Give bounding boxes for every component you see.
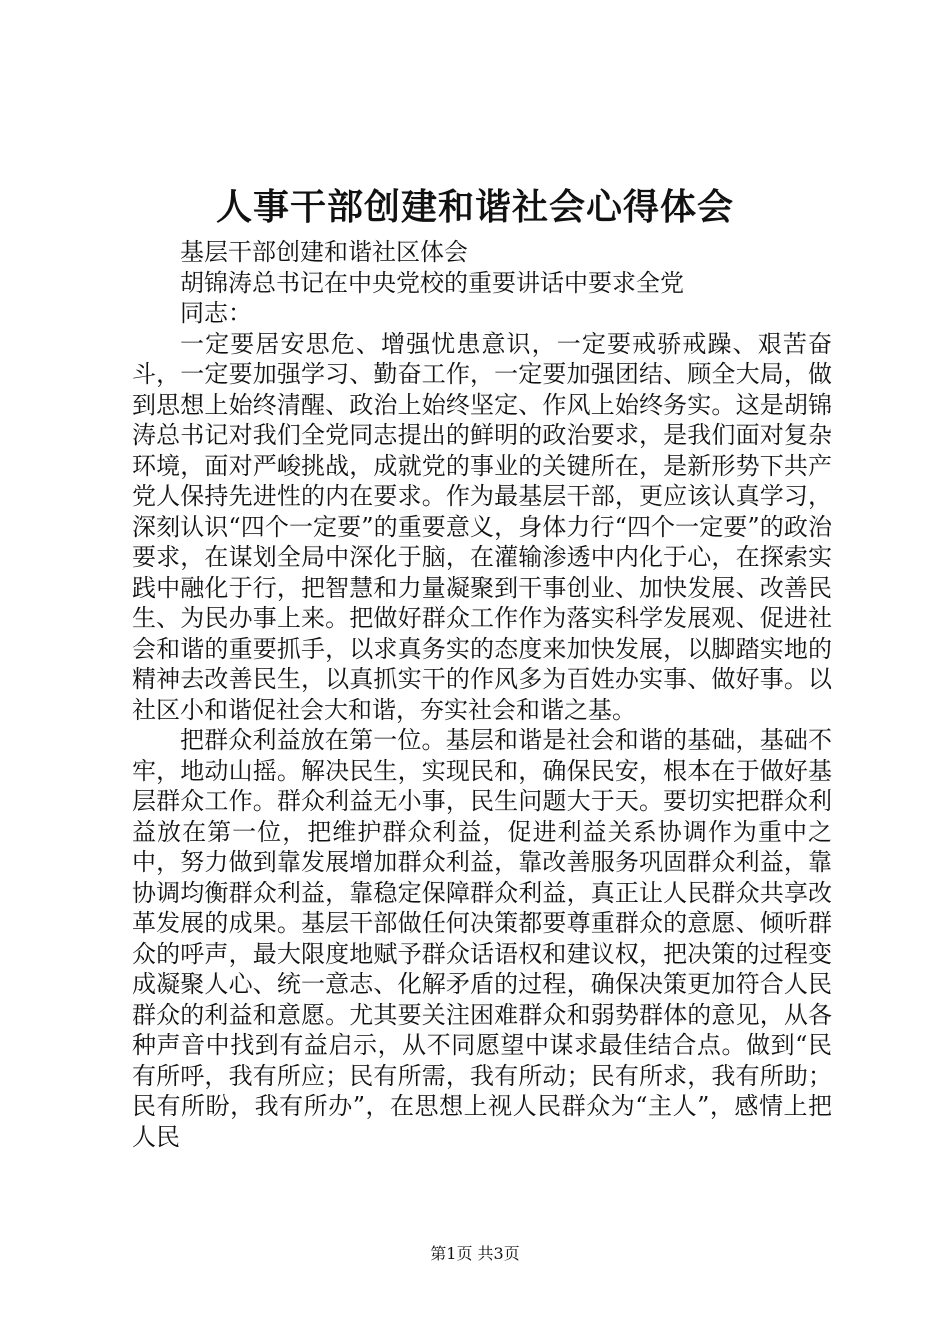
document-title: 人事干部创建和谐社会心得体会 <box>215 186 734 228</box>
paragraph-body-2: 把群众利益放在第一位。基层和谐是社会和谐的基础，基础不牢，地动山摇。解决民生，实现民和，确保民安，根本在于做好基层群众工作。群众利益无小事，民生问题大于天。要切实把群众利益放在第一位，把维护群众利益，促进利益关系协调作为重中之中，努力做到靠发展增加群众利益，靠改善服务巩固群众利益，靠协调均衡群众利益，靠稳定保障群众利益，真正让人民群众共享改革发展的成果。基层干部做任何决策都要尊重群众的意愿、倾听群众的呼声，最大限度地赋予群众话语权和建议权，把决策的过程变成凝聚人心、统一意志、化解矛盾的过程，确保决策更加符合人民群众的利益和意愿。尤其要关注困难群众和弱势群体的意见，从各种声音中找到有益启示，从不同愿望中谋求最佳结合点。做到“民有所呼，我有所应；民有所需，我有所动；民有所求，我有所助；民有所盼，我有所办”，在思想上视人民群众为“主人”，感情上把人民 <box>132 726 832 1151</box>
paragraph-intro: 胡锦涛总书记在中央党校的重要讲话中要求全党 <box>180 268 684 297</box>
paragraph-salutation: 同志： <box>180 299 252 327</box>
document-body <box>132 237 832 1152</box>
paragraph-subtitle: 基层干部创建和谐社区体会 <box>180 238 468 266</box>
paragraph-body-1: 一定要居安思危、增强忧患意识，一定要戒骄戒躁、艰苦奋斗，一定要加强学习、勤奋工作，一定要加强团结、顾全大局，做到思想上始终清醒、政治上始终坚定、作风上始终务实。这是胡锦涛总书记对我们全党同志提出的鲜明的政治要求，是我们面对复杂环境，面对严峻挑战，成就党的事业的关键所在，是新形势下共产党人保持先进性的内在要求。作为最基层干部，更应该认真学习，深刻认识“四个一定要”的重要意义，身体力行“四个一定要”的政治要求，在谋划全局中深化于脑，在灌输渗透中内化于心，在探索实践中融化于行，把智慧和力量凝聚到干事创业、加快发展、改善民生、为民办事上来。把做好群众工作作为落实科学发展观、促进社会和谐的重要抓手，以求真务实的态度来加快发展，以脚踏实地的精神去改善民生，以真抓实干的作风多为百姓办实事、做好事。以社区小和谐促社会大和谐，夯实社会和谐之基。 <box>132 329 832 724</box>
page-footer: 第1页 共3页 <box>430 1244 520 1263</box>
